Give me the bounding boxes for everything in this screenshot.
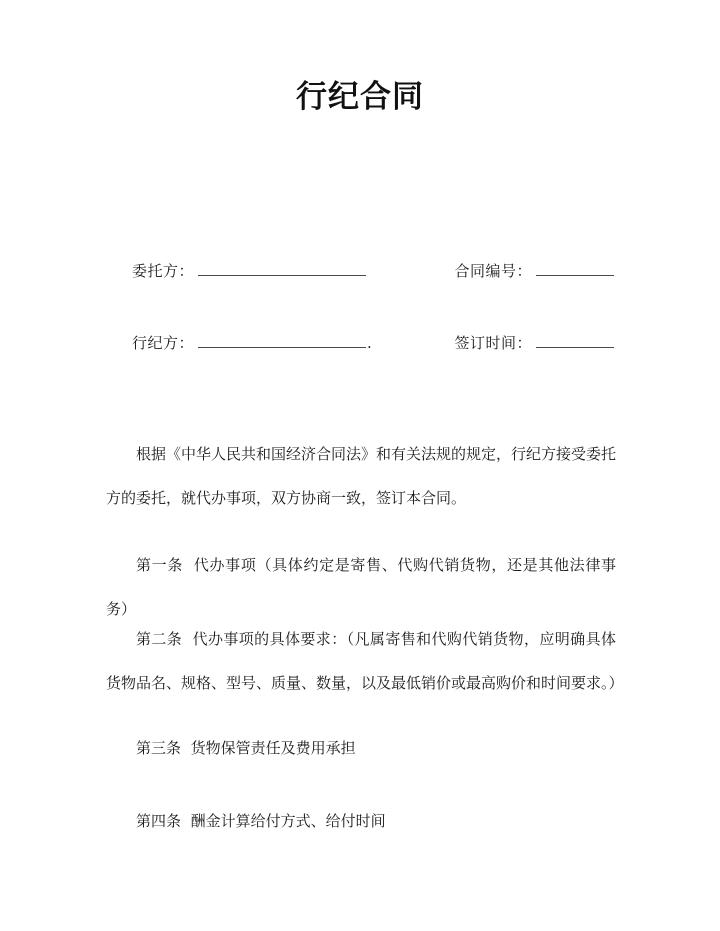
field-entrusting-party-label: 委托方： (132, 262, 195, 280)
field-broker-party-trailing: . (367, 334, 372, 352)
document-title: 行纪合同 (296, 79, 424, 115)
clause-two-text: 代办事项的具体要求：（凡属寄售和代购代销货物，应明确具体货物品名、规格、型号、质量、数量，以及最低销价或最高购价和时间要求。） (106, 630, 624, 692)
clause-four-number: 第四条 (136, 812, 182, 830)
clause-one-text: 代办事项（具体约定是寄售、代购代销货物，还是其他法律事务） (106, 556, 616, 618)
intro-paragraph (106, 432, 616, 520)
clause-three-text: 货物保管责任及费用承担 (190, 739, 356, 757)
clause-three-number: 第三条 (136, 739, 182, 757)
clause-two-number: 第二条 (136, 630, 183, 648)
clause-three-paragraph (106, 726, 616, 770)
intro-paragraph-text: 根据《中华人民共和国经济合同法》和有关法规的规定，行纪方接受委托方的委托，就代办事项，双方协商一致，签订本合同。 (106, 445, 617, 507)
field-broker-party-input[interactable] (198, 330, 366, 348)
form-row-party-and-number (106, 258, 616, 283)
field-contract-number (454, 258, 615, 283)
clause-four-paragraph (106, 799, 616, 843)
clause-two (106, 617, 624, 705)
form-row-broker-and-date (106, 330, 616, 355)
field-signing-date-label: 签订时间： (454, 334, 532, 352)
field-entrusting-party (132, 258, 367, 283)
field-contract-number-label: 合同编号： (454, 262, 532, 280)
field-broker-party-label: 行纪方： (132, 334, 195, 352)
field-signing-date-input[interactable] (536, 330, 614, 348)
field-entrusting-party-input[interactable] (198, 258, 366, 276)
clause-one-number: 第一条 (136, 556, 183, 574)
clause-three (106, 726, 616, 770)
clause-four-text: 酬金计算给付方式、给付时间 (190, 812, 386, 830)
field-signing-date (454, 330, 615, 355)
field-contract-number-input[interactable] (536, 258, 614, 276)
clause-two-paragraph (106, 617, 624, 705)
clause-four (106, 799, 616, 843)
field-broker-party (132, 330, 372, 355)
